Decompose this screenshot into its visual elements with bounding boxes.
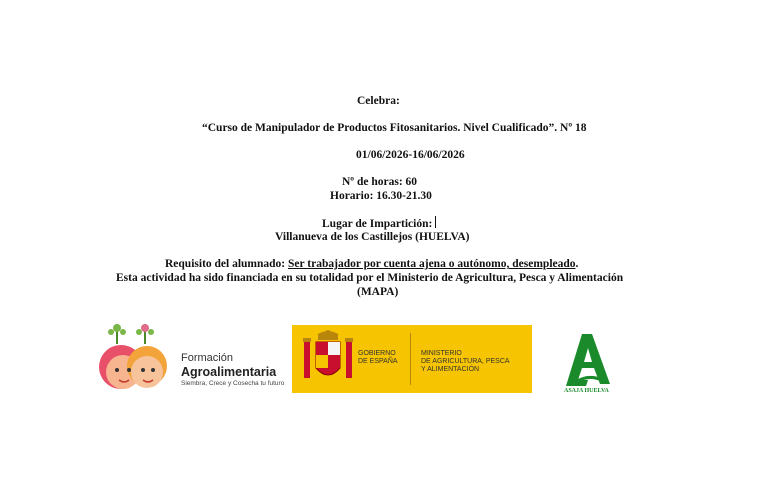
ministerio-line-1: MINISTERIO — [421, 350, 462, 357]
gobierno-text — [358, 350, 398, 366]
asaja-huelva-logo — [558, 330, 624, 400]
coat-of-arms-icon — [298, 328, 358, 390]
course-title: “Curso de Manipulador de Productos Fitosanitarios. Nivel Cualificado”. Nº 18 — [202, 122, 587, 134]
gobierno-espana-logo — [292, 325, 532, 393]
requirement-line — [165, 257, 578, 271]
celebra-heading: Celebra: — [357, 95, 400, 107]
text-cursor — [435, 216, 436, 228]
requirement-value: Ser trabajador por cuenta ajena o autónomo, desempleado — [288, 258, 576, 270]
formacion-agroalimentaria-logo — [97, 322, 287, 398]
logo-divider — [410, 333, 411, 385]
course-hours: Nº de horas: 60 — [342, 176, 418, 188]
course-schedule: Horario: 16.30-21.30 — [330, 190, 432, 202]
place-label-line — [322, 216, 436, 231]
formacion-text: Formación — [181, 352, 233, 364]
asaja-a-icon — [558, 330, 624, 388]
ministerio-line-3: Y ALIMENTACIÓN — [421, 366, 480, 373]
ministerio-line-2: DE AGRICULTURA, PESCA — [421, 358, 510, 365]
place-label: Lugar de Impartición: — [322, 218, 433, 230]
course-dates: 01/06/2026-16/06/2026 — [356, 149, 465, 161]
requirement-end: . — [575, 258, 579, 270]
children-faces-icon — [97, 322, 177, 398]
gobierno-line-2: DE ESPAÑA — [358, 358, 398, 365]
place-value: Villanueva de los Castillejos (HUELVA) — [275, 231, 470, 243]
funding-line-2: (MAPA) — [357, 286, 399, 298]
funding-line-1: Esta actividad ha sido financiada en su totalidad por el Ministerio de Agricultura, Pesca y Alimentación — [116, 272, 624, 284]
ministerio-text — [421, 350, 510, 374]
requirement-label: Requisito del alumnado: — [165, 258, 286, 270]
asaja-caption: ASAJA HUELVA — [564, 388, 609, 394]
formacion-tagline: Siembra, Crece y Cosecha tu futuro — [181, 380, 285, 387]
gobierno-line-1: GOBIERNO — [358, 350, 396, 357]
agroalimentaria-text: Agroalimentaria — [181, 365, 277, 379]
